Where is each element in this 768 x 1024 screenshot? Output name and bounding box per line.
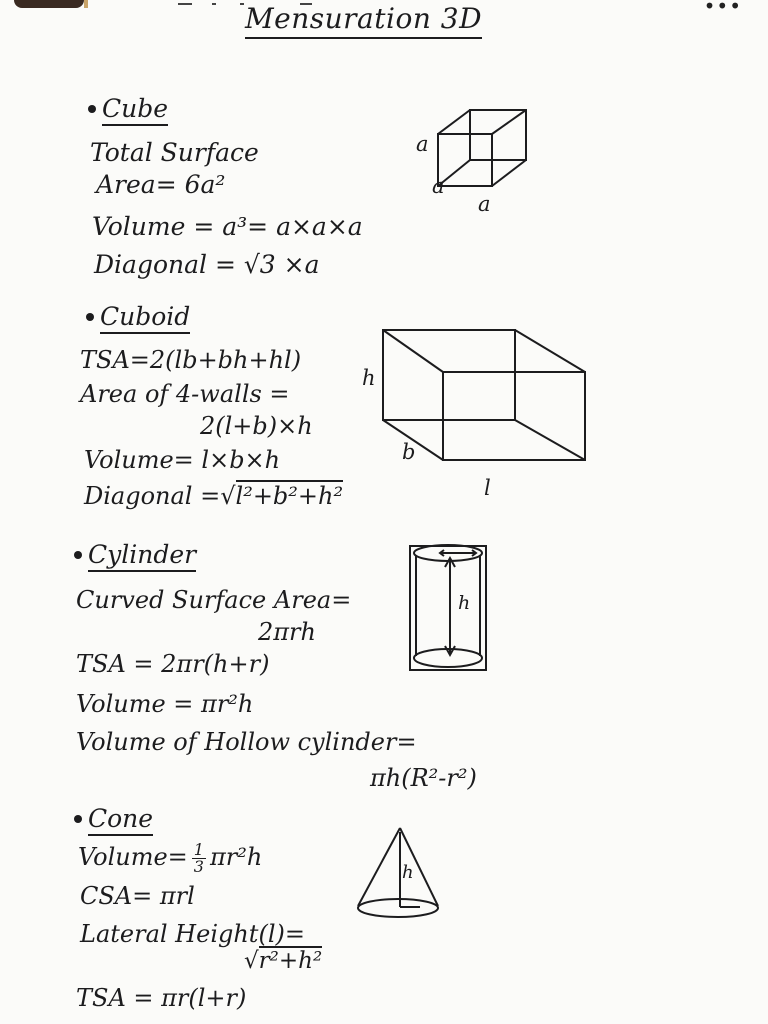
cuboid-diagonal-prefix: Diagonal =	[84, 482, 221, 510]
fraction-numerator: 1	[193, 840, 204, 859]
cuboid-label-l: l	[484, 476, 491, 500]
cube-edge-label: a	[416, 132, 429, 156]
cylinder-heading-label: Cylinder	[88, 540, 196, 572]
cuboid-tsa: TSA=2(lb+bh+hl)	[80, 346, 302, 374]
cone-lateral-line1: Lateral Height(l)=	[80, 920, 305, 948]
cube-edge-label: a	[478, 192, 491, 216]
cube-edge-label: a	[432, 174, 445, 198]
cone-volume-prefix: Volume=	[78, 843, 188, 871]
cylinder-hollow-line2: πh(R²-r²)	[370, 764, 477, 792]
cube-diagonal: Diagonal = √3 ×a	[94, 250, 320, 279]
cylinder-csa-line1: Curved Surface Area=	[76, 586, 352, 614]
page-title: Mensuration 3D	[245, 2, 482, 39]
cone-tsa: TSA = πr(l+r)	[76, 984, 247, 1012]
cuboid-label-b: b	[402, 440, 416, 464]
cylinder-label-h: h	[458, 592, 471, 614]
cube-heading-label: Cube	[102, 94, 168, 126]
cube-tsa-line2: Area= 6a²	[96, 170, 226, 199]
cuboid-walls-line2: 2(l+b)×h	[200, 412, 313, 440]
cuboid-walls-line1: Area of 4-walls =	[80, 380, 290, 408]
cylinder-hollow-line1: Volume of Hollow cylinder=	[76, 728, 417, 756]
sqrt-icon: √	[244, 948, 259, 974]
cuboid-heading-label: Cuboid	[100, 302, 190, 334]
cone-volume-suffix: πr²h	[209, 843, 263, 871]
more-options-icon[interactable]: •••	[703, 0, 742, 18]
cone-label-h: h	[402, 862, 414, 883]
cylinder-csa-line2: 2πrh	[258, 618, 316, 646]
cuboid-diagonal-expr: l²+b²+h²	[235, 482, 344, 510]
cone-csa: CSA= πrl	[80, 882, 195, 910]
cone-heading-label: Cone	[88, 804, 153, 836]
sqrt-icon: √	[220, 482, 236, 510]
cube-volume: Volume = a³= a×a×a	[92, 212, 363, 241]
fraction-denominator: 3	[193, 857, 204, 876]
cuboid-label-h: h	[362, 366, 376, 390]
cylinder-volume: Volume = πr²h	[76, 690, 254, 718]
cylinder-tsa: TSA = 2πr(h+r)	[76, 650, 270, 678]
cube-tsa-line1: Total Surface	[90, 138, 259, 167]
cone-lateral-expr: r²+h²	[258, 948, 323, 974]
cuboid-volume: Volume= l×b×h	[84, 446, 281, 474]
